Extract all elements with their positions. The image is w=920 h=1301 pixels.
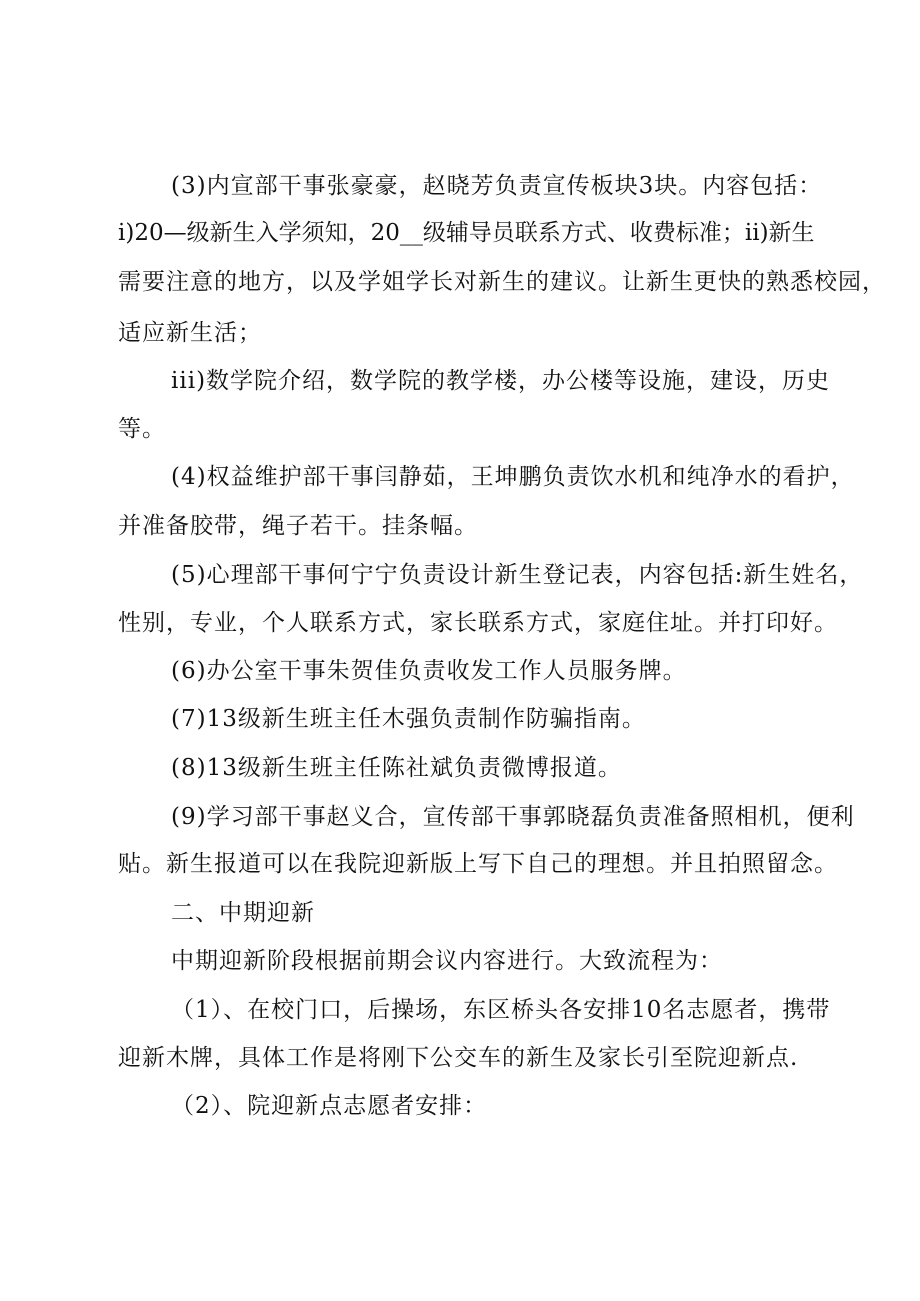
- paragraph-3-line-2: [118, 218, 823, 248]
- step-1-line-2: 迎新木牌，具体工作是将刚下公交车的新生及家长引至院迎新点.: [118, 1045, 799, 1071]
- paragraph-5-line-1: (5)心理部干事何宁宁负责设计新生登记表，内容包括:新生姓名，: [171, 562, 864, 588]
- step-1-line-1: （1）、在校门口，后操场，东区桥头各安排10名志愿者，携带: [171, 997, 831, 1023]
- paragraph-4-line-2: 并准备胶带，绳子若干。挂条幅。: [118, 513, 478, 539]
- paragraph-3-line-1: (3)内宣部干事张豪豪，赵晓芳负责宣传板块3块。内容包括：: [171, 173, 823, 199]
- section-heading-2: 二、中期迎新: [171, 900, 315, 926]
- paragraph-iii-line-1: iii)数学院介绍，数学院的教学楼，办公楼等设施，建设，历史: [171, 368, 831, 394]
- paragraph-iii-line-2: 等。: [118, 416, 166, 442]
- line-2-text: i)20—级新生入学须知，20__级辅导员联系方式、收费标准；ii)新生: [118, 220, 815, 246]
- paragraph-4-line-1: (4)权益维护部干事闫静茹，王坤鹏负责饮水机和纯净水的看护，: [171, 464, 855, 490]
- paragraph-6: (6)办公室干事朱贺佳负责收发工作人员服务牌。: [171, 658, 687, 684]
- paragraph-3-line-4: 适应新生活；: [118, 320, 262, 346]
- paragraph-3-line-3: 需要注意的地方，以及学姐学长对新生的建议。让新生更快的熟悉校园，: [118, 269, 886, 295]
- paragraph-9-line-1: (9)学习部干事赵义合，宣传部干事郭晓磊负责准备照相机，便利: [171, 804, 855, 830]
- paragraph-9-line-2: 贴。新生报道可以在我院迎新版上写下自己的理想。并且拍照留念。: [118, 851, 838, 877]
- paragraph-5-line-2: 性别，专业，个人联系方式，家长联系方式，家庭住址。并打印好。: [118, 610, 838, 636]
- step-2-line-1: （2）、院迎新点志愿者安排：: [171, 1093, 488, 1119]
- section-intro: 中期迎新阶段根据前期会议内容进行。大致流程为：: [171, 948, 723, 974]
- paragraph-7: (7)13级新生班主任木强负责制作防骗指南。: [171, 706, 646, 732]
- paragraph-8: (8)13级新生班主任陈社斌负责微博报道。: [171, 755, 622, 781]
